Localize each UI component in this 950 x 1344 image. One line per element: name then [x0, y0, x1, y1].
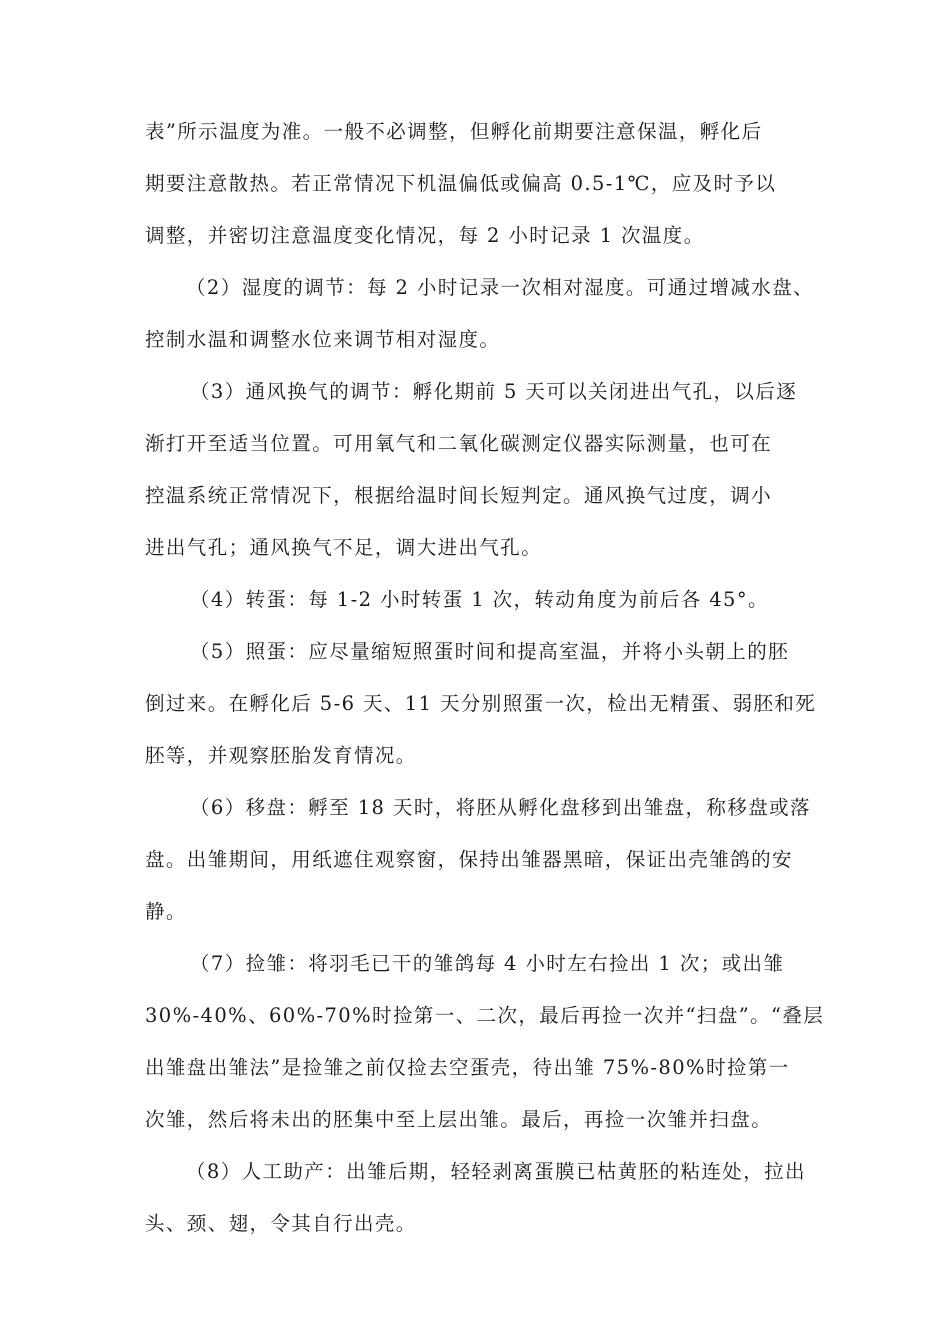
- text-line: 倒过来。在孵化后 5-6 天、11 天分别照蛋一次，检出无精蛋、弱胚和死: [145, 692, 817, 715]
- text-line: 期要注意散热。若正常情况下机温偏低或偏高 0.5-1℃，应及时予以: [145, 172, 777, 195]
- text-line: （3）通风换气的调节：孵化期前 5 天可以关闭进出气孔，以后逐: [190, 380, 798, 403]
- text-line: 表”所示温度为准。一般不必调整，但孵化前期要注意保温，孵化后: [145, 120, 763, 143]
- text-line: 控温系统正常情况下，根据给温时间长短判定。通风换气过度，调小: [145, 484, 773, 507]
- text-line: （6）移盘：孵至 18 天时，将胚从孵化盘移到出雏盘，称移盘或落: [190, 796, 811, 819]
- text-line: 渐打开至适当位置。可用氧气和二氧化碳测定仪器实际测量，也可在: [145, 432, 773, 455]
- text-line: 次雏，然后将未出的胚集中至上层出雏。最后，再捡一次雏并扫盘。: [145, 1108, 773, 1131]
- text-line: 出雏盘出雏法”是捡雏之前仅捡去空蛋壳，待出雏 75%-80%时捡第一: [145, 1056, 790, 1079]
- text-line: 调整，并密切注意温度变化情况，每 2 小时记录 1 次温度。: [145, 224, 705, 247]
- text-line: 30%-40%、60%-70%时捡第一、二次，最后再捡一次并“扫盘”。“叠层: [145, 1004, 825, 1027]
- text-line: （7）捡雏：将羽毛已干的雏鸽每 4 小时左右捡出 1 次；或出雏: [190, 952, 785, 975]
- text-line: （4）转蛋：每 1-2 小时转蛋 1 次，转动角度为前后各 45°。: [190, 588, 769, 611]
- text-line: （5）照蛋：应尽量缩短照蛋时间和提高室温，并将小头朝上的胚: [190, 640, 790, 663]
- text-line: 盘。出雏期间，用纸遮住观察窗，保持出雏器黑暗，保证出壳雏鸽的安: [145, 848, 793, 871]
- text-line: （2）湿度的调节：每 2 小时记录一次相对湿度。可通过增减水盘、: [186, 276, 815, 299]
- text-line: 头、颈、翅，令其自行出壳。: [145, 1212, 417, 1235]
- text-line: 控制水温和调整水位来调节相对湿度。: [145, 328, 501, 351]
- text-line: 进出气孔；通风换气不足，调大进出气孔。: [145, 536, 543, 559]
- text-line: 静。: [145, 900, 187, 923]
- text-line: 胚等，并观察胚胎发育情况。: [145, 744, 417, 767]
- text-line: （8）人工助产：出雏后期，轻轻剥离蛋膜已枯黄胚的粘连处，拉出: [186, 1160, 806, 1183]
